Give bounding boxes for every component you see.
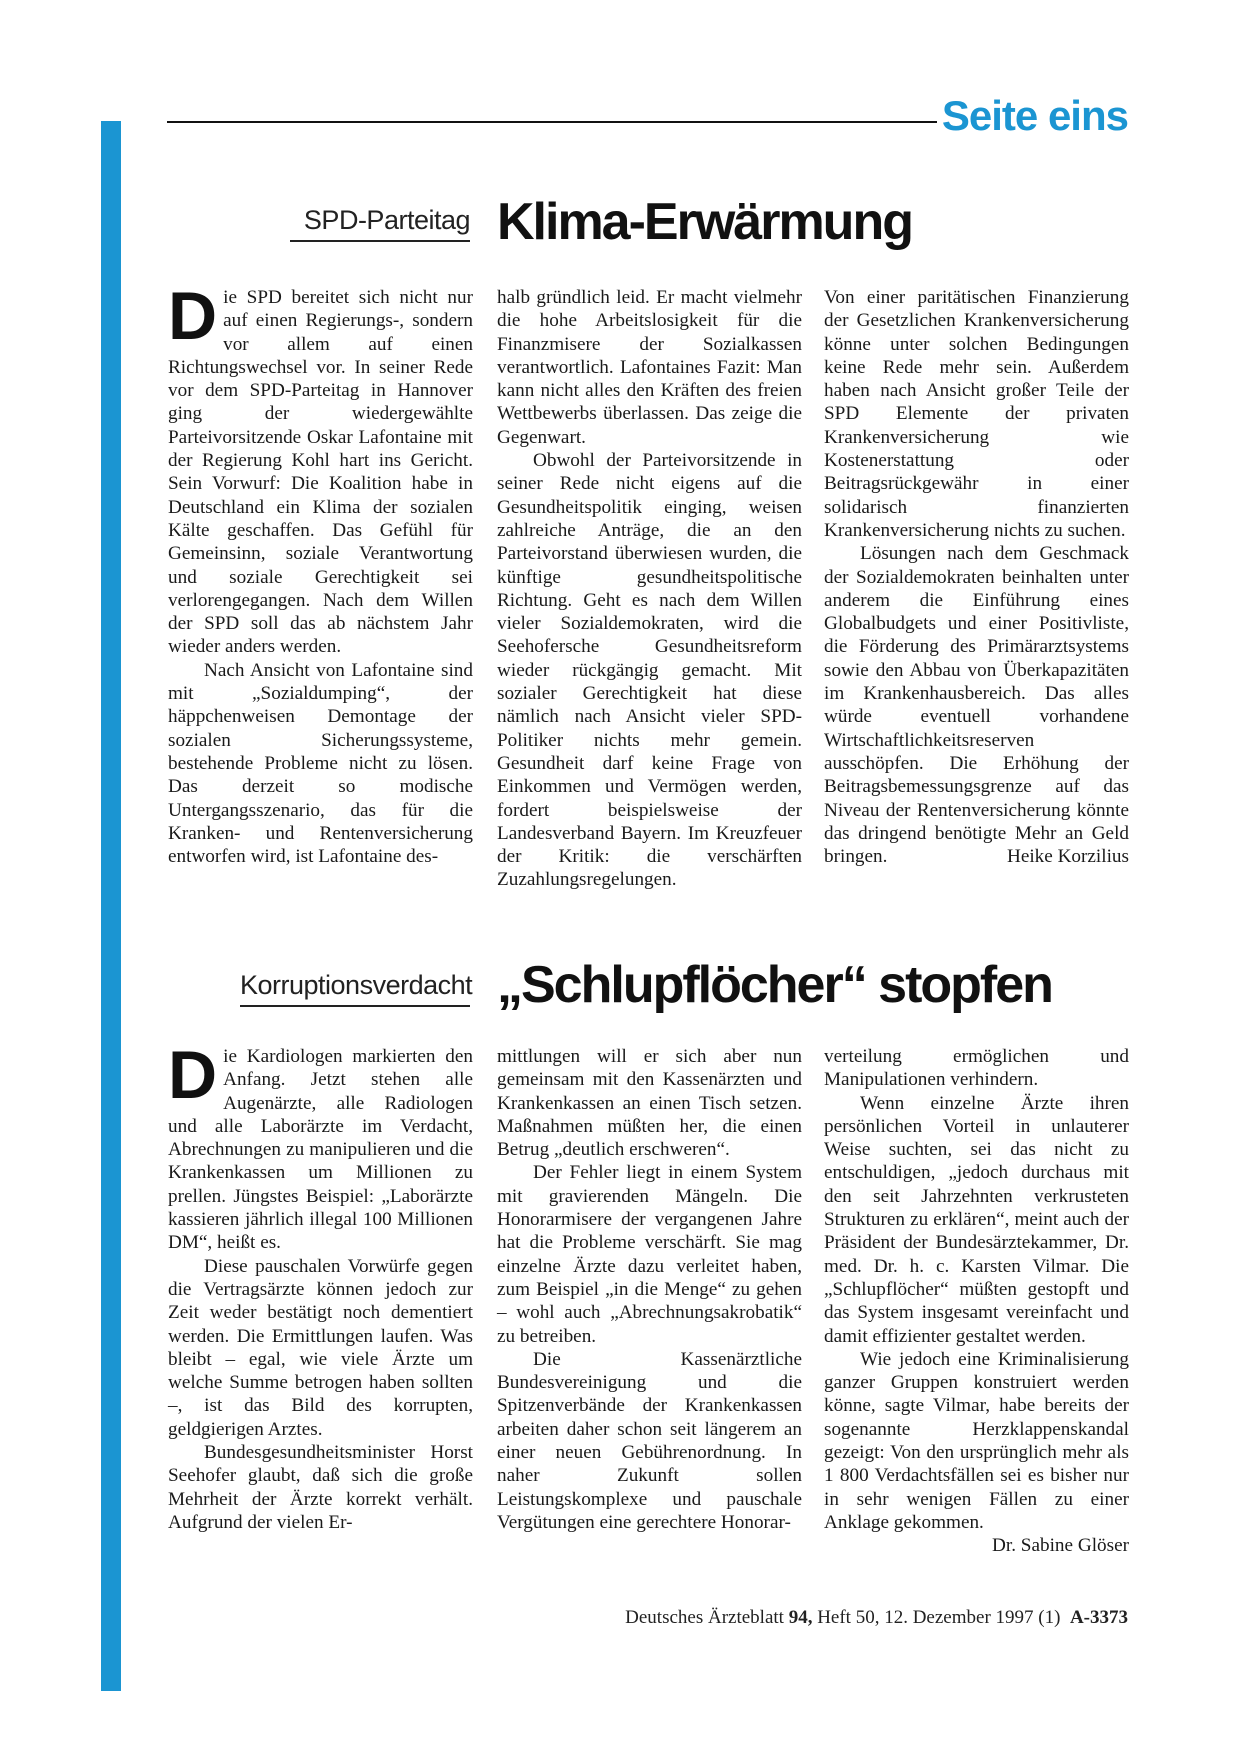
article2-column-2	[497, 1045, 802, 1534]
header-rule	[167, 121, 937, 123]
drop-cap: D	[168, 278, 218, 354]
article1-paragraph: halb gründlich leid. Er macht vielmehr die hohe Arbeitslosigkeit für die Finanzmisere der Sozialkassen verantwortlich. Lafontaines Fazit: Man kann nicht alles den Kräften des freien Wettbewerbs überlassen. Das zeige die Gegenwart.	[497, 287, 802, 448]
article2-paragraph: verteilung ermöglichen und Manipulationen verhindern.	[824, 1046, 1129, 1091]
article1-paragraph: Die SPD bereitet sich nicht nur auf einen Regierungs-, sondern vor allem auf einen Richtungswechsel vor. In seiner Rede vor dem SPD-Parteitag in Hannover ging der wiedergewählte Parteivorsitzende Oskar Lafontaine mit der Regierung Kohl hart ins Gericht. Sein Vorwurf: Die Koalition habe in Deutschland ein Klima der sozialen Kälte geschaffen. Das Gefühl für Gemeinsinn, soziale Verantwortung und soziale Gerechtigkeit sei verlorengegangen. Nach dem Willen der SPD soll das ab nächstem Jahr wieder anders werden.	[168, 278, 473, 658]
article2-kicker: Korruptionsverdacht	[240, 970, 470, 1007]
section-label: Seite eins	[941, 92, 1128, 139]
article1-author: Heike Korzilius	[1006, 846, 1129, 868]
article2-paragraph: Wenn einzelne Ärzte ihren persönlichen Vorteil in unlauterer Weise suchten, sei das nicht zu entschuldigen, „jedoch durchaus mit den seit Jahrzehnten verkrusteten Strukturen zu erklären“, meint auch der Präsident der Bundesärztekammer, Dr. med. Dr. h. c. Karsten Vilmar. Die „Schlupflöcher“ müßten gestopft und das System insgesamt vereinfacht und damit effizienter gestaltet werden.	[824, 1092, 1129, 1347]
article2-paragraph: mittlungen will er sich aber nun gemeinsam mit den Kassenärzten und Krankenkassen an einen Tisch setzen. Maßnahmen müßten her, die einen Betrug „deutlich erschweren“.	[497, 1046, 802, 1161]
article1-column-1	[168, 278, 473, 868]
article1-paragraph: Nach Ansicht von Lafontaine sind mit „Sozialdumping“, der häppchenweisen Demontage der sozialen Sicherungssysteme, bestehende Probleme nicht zu lösen. Das derzeit so modische Untergangsszenario, das für die Kranken- und Rentenversicherung entworfen wird, ist Lafontaine des-	[168, 659, 473, 868]
article1-headline: Klima-Erwärmung	[497, 193, 912, 251]
article2-paragraph: Die Kardiologen markierten den Anfang. Jetzt stehen alle Augenärzte, alle Radiologen und alle Laborärzte im Verdacht, Abrechnungen zu manipulieren und die Krankenkassen um Millionen zu prellen. Jüngstes Beispiel: „Laborärzte kassieren jährlich illegal 100 Millionen DM“, heißt es.	[168, 1037, 473, 1254]
article2-column-1	[168, 1037, 473, 1534]
article2-paragraph: Diese pauschalen Vorwürfe gegen die Vertragsärzte können jedoch zur Zeit weder bestätigt noch dementiert werden. Die Ermittlungen laufen. Was bleibt – egal, wie viele Ärzte um welche Summe betrogen haben sollten –, ist das Bild des korrupten, geldgierigen Arztes.	[168, 1255, 473, 1440]
article2-column-3	[824, 1045, 1129, 1558]
article2-paragraph: Der Fehler liegt in einem System mit gravierenden Mängeln. Die Honorarmisere der vergangenen Jahre hat die Probleme verschärft. Sie mag einzelne Ärzte dazu verleitet haben, zum Beispiel „in die Menge“ zu gehen – wohl auch „Abrechnungsakrobatik“ zu betreiben.	[497, 1162, 802, 1347]
footer-page-number: A-3373	[1069, 1607, 1128, 1628]
article1-paragraph: Obwohl der Parteivorsitzende in seiner Rede nicht eigens auf die Gesundheitspolitik einging, weisen zahlreiche Anträge, die an den Parteivorstand überwiesen wurden, die künftige gesundheitspolitische Richtung. Geht es nach dem Willen vieler Sozialdemokraten, wird die Seehofersche Gesundheitsreform wieder rückgängig gemacht. Mit sozialer Gerechtigkeit hat diese nämlich nach Ansicht vieler SPD-Politiker nichts mehr gemein. Gesundheit darf keine Frage von Einkommen und Vermögen werden, fordert beispielsweise der Landesverband Bayern. Im Kreuzfeuer der Kritik: die verschärften Zuzahlungsregelungen.	[497, 450, 802, 891]
drop-cap: D	[168, 1037, 218, 1113]
article1-column-3	[824, 286, 1129, 868]
article2-paragraph: Wie jedoch eine Kriminalisierung ganzer Gruppen konstruiert werden könne, sagte Vilmar, habe bereits der sogenannte Herzklappenskandal gezeigt: Von den ursprünglich mehr als 1 800 Verdachtsfällen sei es bisher nur in sehr wenigen Fällen zu einer Anklage gekommen. Dr. Sabine Glöser	[824, 1348, 1129, 1557]
article1-column-2	[497, 286, 802, 892]
sidebar-accent-bar	[101, 121, 121, 1691]
article1-kicker: SPD-Parteitag	[290, 205, 470, 242]
article1-paragraph: Lösungen nach dem Geschmack der Sozialdemokraten beinhalten unter anderem die Einführung eines Globalbudgets und einer Positivliste, die Förderung des Primärarztsystems sowie den Abbau von Überkapazitäten im Krankenhausbereich. Das alles würde eventuell vorhandene Wirtschaftlichkeitsreserven ausschöpfen. Die Erhöhung der Beitragsbemessungsgrenze auf das Niveau der Rentenversicherung könnte das dringend benötigte Mehr an Geld bringen. Heike Korzilius	[824, 543, 1129, 868]
footer-issue-info: Heft 50, 12. Dezember 1997 (1)	[817, 1607, 1061, 1628]
article2-author: Dr. Sabine Glöser	[992, 1535, 1129, 1557]
article2-headline: „Schlupflöcher“ stopfen	[497, 956, 1052, 1014]
page-footer	[625, 1607, 1128, 1629]
footer-journal: Deutsches Ärzteblatt	[625, 1607, 784, 1628]
article1-paragraph: Von einer paritätischen Finanzierung der Gesetzlichen Krankenversicherung könne unter solchen Bedingungen keine Rede mehr sein. Außerdem haben nach Ansicht großer Teile der SPD Elemente der privaten Krankenversicherung wie Kostenerstattung oder Beitragsrückgewähr in einer solidarisch finanzierten Krankenversicherung nichts zu suchen.	[824, 287, 1129, 541]
footer-volume: 94,	[788, 1607, 813, 1628]
article2-paragraph: Die Kassenärztliche Bundesvereinigung und die Spitzenverbände der Krankenkassen arbeiten daher schon seit längerem an einer neuen Gebührenordnung. In naher Zukunft sollen Leistungskomplexe und pauschale Vergütungen eine gerechtere Honorar-	[497, 1348, 802, 1533]
article2-paragraph: Bundesgesundheitsminister Horst Seehofer glaubt, daß sich die große Mehrheit der Ärzte korrekt verhält. Aufgrund der vielen Er-	[168, 1442, 473, 1533]
